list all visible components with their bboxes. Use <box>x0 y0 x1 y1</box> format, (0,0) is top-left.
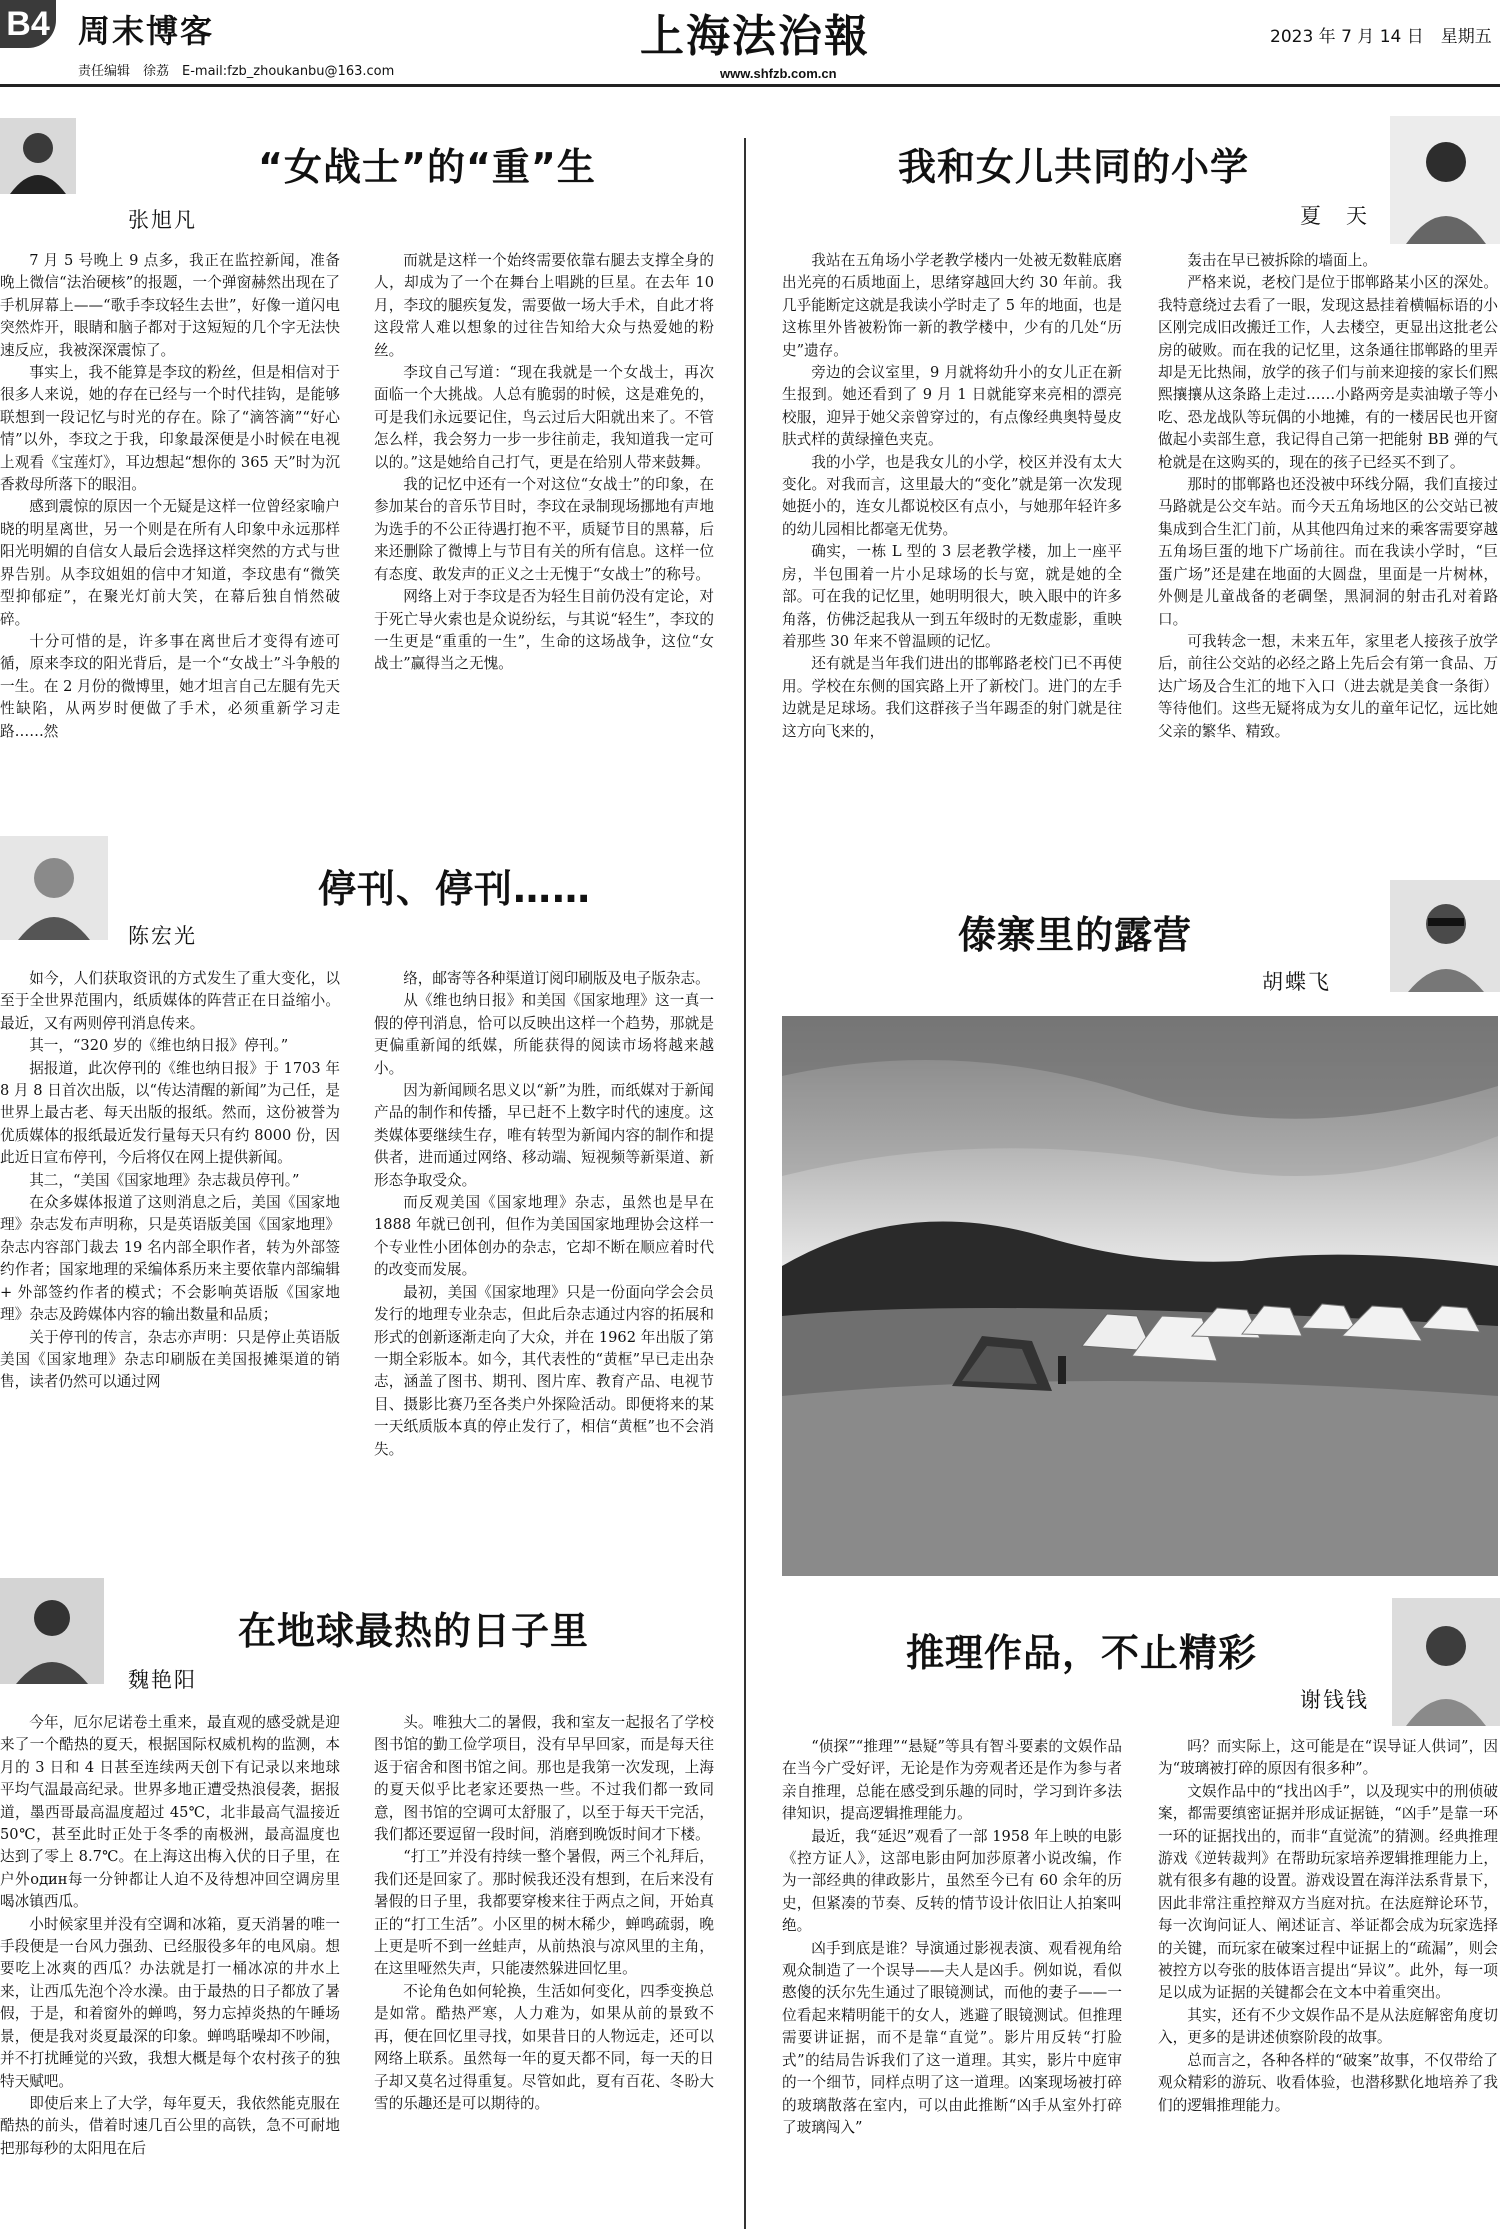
headline-a5: 傣寨里的露营 <box>958 913 1193 957</box>
paragraph: 凶手到底是谁？导演通过影视表演、观看视角给观众制造了一个误导——夫人是凶手。例如说，看似憨傻的沃尔先生通过了眼镜测试，而他的妻子——一位看起来精明能干的女人，逃避了眼镜测试。但推理需要讲证据，而不是靠“直觉”。影片用反转“打脸式”的结局告诉我们了这一道理。其实，影片中庭审的一个细节，同样点明了这一道理。凶案现场被打碎的玻璃散落在室内，可以由此推断“凶手从室外打碎了玻璃闯入” <box>782 1939 1122 2136</box>
paragraph: 总而言之，各种各样的“破案”故事，不仅带给了观众精彩的游玩、收看体验，也潜移默化地培养了我们的逻辑推理能力。 <box>1158 2051 1498 2114</box>
headline-a1: “女战士”的“重”生 <box>258 145 596 189</box>
paragraph: 旁边的会议室里，9 月就将幼升小的女儿正在新生报到。她还看到了 9 月 1 日就能穿来亮相的漂亮校服，迎异于她父亲曾穿过的，有点像经典奥特曼皮肤式样的黄绿撞色夹克。 <box>782 364 1122 449</box>
paragraph: 十分可惜的是，许多事在离世后才变得有迹可循，原来李玟的阳光背后，是一个“女战士”斗争般的一生。在 2 月份的微博里，她才坦言自己左腿有先天性缺陷，从两岁时便做了手术，必须重新学习走路……然 <box>0 632 340 740</box>
paragraph: 确实，一栋 L 型的 3 层老教学楼，加上一座平房，半包围着一片小足球场的长与宽，就是她的全部。可在我的记忆里，她明明很大，映入眼中的许多角落，仿佛泛起我从一到五年级时的无数虚影，重映着那些 30 年来不曾温顾的记忆。 <box>782 543 1122 650</box>
paragraph: 还有就是当年我们进出的邯郸路老校门已不再使用。学校在东侧的国宾路上开了新校门。进门的左手边就是足球场。我们这群孩子当年踢歪的射门就是往这方向飞来的， <box>782 655 1122 740</box>
headline-a4: 我和女儿共同的小学 <box>898 145 1250 189</box>
editor-credit: 责任编辑 徐荔 E-mail:fzb_zhoukanbu@163.com <box>78 64 395 79</box>
masthead-rule <box>0 84 1500 87</box>
paragraph: 而就是这样一个始终需要依靠右腿去支撑全身的人，却成为了一个在舞台上唱跳的巨星。在去年 10 月，李玟的腿疾复发，需要做一场大手术，自此才将这段常人难以想象的过往告知给大众与热爱她的粉丝。 <box>374 252 714 359</box>
paragraph: 如今，人们获取资讯的方式发生了重大变化，以至于全世界范围内，纸质媒体的阵营正在日益缩小。最近，又有两则停刊消息传来。 <box>0 970 340 1032</box>
paragraph: 严格来说，老校门是位于邯郸路某小区的深处。我特意绕过去看了一眼，发现这悬挂着横幅标语的小区刚完成旧改搬迁工作，人去楼空，更显出这批老公房的破败。而在我的记忆里，这条通往邯郸路的里弄却是无比热闹，放学的孩子们与前来迎接的家长们熙熙攘攘从这条路上走过……小路两旁是卖油墩子等小吃、恐龙战队等玩偶的小地摊，有的一楼居民也开窗做起小卖部生意，我记得自己第一把能射 BB 弹的气枪就是在这购买的，现在的孩子已经买不到了。 <box>1158 274 1498 471</box>
paragraph: 小时候家里并没有空调和冰箱，夏天消暑的唯一手段便是一台风力强劲、已经服役多年的电风扇。想要吃上冰爽的西瓜？办法就是打一桶冰凉的井水上来，让西瓜先泡个冷水澡。由于最热的日子都放了暑假，于是，和着窗外的蝉鸣，努力忘掉炎热的午睡场景，便是我对炎夏最深的印象。蝉鸣聒噪却不吵闹，并不打扰睡觉的兴致，我想大概是每个农村孩子的独特天赋吧。 <box>0 1915 340 2090</box>
page-number-badge: B4 <box>0 0 56 48</box>
article-a6-col1 <box>782 1736 1122 2226</box>
paragraph: “侦探”“推理”“悬疑”等具有智斗要素的文娱作品在当今广受好评，无论是作为旁观者还是作为参与者亲自推理，总能在感受到乐趣的同时，学习到许多法律知识，提高逻辑推理能力。 <box>782 1738 1122 1823</box>
paragraph: 而反观美国《国家地理》杂志，虽然也是早在 1888 年就已创刊，但作为美国国家地理协会这样一个专业性小团体创办的杂志，它却不断在顺应着时代的改变而发展。 <box>374 1194 714 1279</box>
author-photo-chen <box>0 836 108 940</box>
issue-date: 2023 年 7 月 14 日 星期五 <box>1270 27 1492 47</box>
author-a6: 谢钱钱 <box>1300 1688 1369 1712</box>
article-a4-col2 <box>1158 250 1498 854</box>
author-a1: 张旭凡 <box>128 208 197 232</box>
site-url[interactable]: www.shfzb.com.cn <box>720 66 837 81</box>
author-a2: 陈宏光 <box>128 924 197 948</box>
article-a4-col1 <box>782 250 1122 854</box>
paragraph: 感到震惊的原因一个无疑是这样一位曾经家喻户晓的明星离世，另一个则是在所有人印象中永远那样阳光明媚的自信女人最后会选择这样突然的方式与世界告别。从李玟姐姐的信中才知道，李玟患有“微笑型抑郁症”，在聚光灯前大笑，在幕后独自悄然破碎。 <box>0 498 340 628</box>
author-photo-wei <box>0 1578 104 1684</box>
paragraph: 从《维也纳日报》和美国《国家地理》这一真一假的停刊消息，恰可以反映出这样一个趋势，那就是更偏重新闻的纸媒，所能获得的阅读市场将越来越小。 <box>374 992 714 1077</box>
headline-a6: 推理作品，不止精彩 <box>906 1631 1258 1675</box>
paragraph: 在众多媒体报道了这则消息之后，美国《国家地理》杂志发布声明称，只是英语版美国《国家地理》杂志内容部门裁去 19 名内部全职作者，转为外部签约作者；国家地理的采编体系历来主要依靠内部编辑 + 外部签约作者的模式；不会影响英语版《国家地理》杂志及跨媒体内容的输出数量和品质； <box>0 1194 340 1324</box>
paragraph: 事实上，我不能算是李玟的粉丝，但是相信对于很多人来说，她的存在已经与一个时代挂钩，是能够联想到一段记忆与时光的存在。除了“滴答滴”“好心情”以外，李玟之于我，印象最深便是小时候在电视上观看《宝莲灯》，耳边想起“想你的 365 天”时为沉香救母所落下的眼泪。 <box>0 364 340 494</box>
paragraph: 李玟自己写道：“现在我就是一个女战士，再次面临一个大挑战。人总有脆弱的时候，这是难免的，可是我们永远要记住，鸟云过后大阳就出来了。不管怎么样，我会努力一步一步往前走，我知道我一定可以的。”这是她给自己打气，更是在给别人带来鼓舞。 <box>374 364 714 471</box>
paragraph: 我的小学，也是我女儿的小学，校区并没有太大变化。对我而言，这里最大的“变化”就是第一次发现她挺小的，连女儿都说校区有点小，与她那年轻许多的幼儿园相比都毫无优势。 <box>782 453 1122 538</box>
article-a2-col2 <box>374 968 714 1552</box>
paragraph: 头。唯独大二的暑假，我和室友一起报名了学校图书馆的勤工俭学项目，没有早早回家，而是每天往返于宿舍和图书馆之间。那也是我第一次发现，上海的夏天似乎比老家还要热一些。不过我们都一致同意，图书馆的空调可太舒服了，以至于每天干完活，我们都还要逗留一段时间，消磨到晚饭时间才下楼。 <box>374 1714 714 1844</box>
author-a5: 胡蝶飞 <box>1262 970 1331 994</box>
article-a2-col1 <box>0 968 340 1552</box>
headline-a3: 在地球最热的日子里 <box>238 1609 590 1653</box>
paragraph: 今年，厄尔尼诺卷土重来，最直观的感受就是迎来了一个酷热的夏天，根据国际权威机构的监测，本月的 3 日和 4 日甚至连续两天创下有记录以来地球平均气温最高纪录。世界多地正遭受热浪侵袭，据报道，墨西哥最高温度超过 45℃，北非最高气温接近 50℃，甚至此时正处于冬季的南极洲，最高温度也达到了零上 8.7℃。在上海这出梅入伏的日子里，在户外один每一分钟都让人迫不及待想冲回空调房里喝冰镇西瓜。 <box>0 1714 340 1911</box>
author-photo-zhang <box>0 118 76 194</box>
paragraph: 即使后来上了大学，每年夏天，我依然能克服在酷热的前头，借着时速几百公里的高铁，急不可耐地把那每秒的太阳甩在后 <box>0 2094 340 2157</box>
article-a1-col1 <box>0 250 340 810</box>
paragraph: 因为新闻顾名思义以“新”为胜，而纸媒对于新闻产品的制作和传播，早已赶不上数字时代的速度。这类媒体要继续生存，唯有转型为新闻内容的制作和提供者，进而通过网络、移动端、短视频等新渠道、新形态争取受众。 <box>374 1082 714 1189</box>
paragraph: 我站在五角场小学老教学楼内一处被无数鞋底磨出光亮的石质地面上，思绪穿越回大约 30 年前。我几乎能断定这就是我读小学时走了 5 年的地面，也是这栋里外皆被粉饰一新的教学楼中，少有的几处“历史”遗存。 <box>782 252 1122 359</box>
headline-a2: 停刊、停刊…… <box>318 867 592 911</box>
paragraph: 据报道，此次停刊的《维也纳日报》于 1703 年 8 月 8 日首次出版，以“传达清醒的新闻”为己任，是世界上最古老、每天出版的报纸。然而，这份被誉为优质媒体的报纸最近发行量每天只有约 8000 份，因此近日宣布停刊，今后将仅在网上提供新闻。 <box>0 1059 340 1167</box>
paragraph: 其实，还有不少文娱作品不是从法庭解密角度切入，更多的是讲述侦察阶段的故事。 <box>1158 2006 1498 2047</box>
paragraph: 吗？而实际上，这可能是在“误导证人供词”，因为“玻璃被打碎的原因有很多种”。 <box>1158 1738 1498 1778</box>
author-a4: 夏 天 <box>1300 204 1369 228</box>
article-a6-col2 <box>1158 1736 1498 2226</box>
paragraph: 我的记忆中还有一个对这位“女战士”的印象，在参加某台的音乐节目时，李玟在录制现场挪地有声地为选手的不公正待遇打抱不平，质疑节目的黑幕，后来还删除了微博上与节目有关的所有信息。这样一位有态度、敢发声的正义之士无愧于“女战士”的称号。 <box>374 476 714 583</box>
paragraph: 关于停刊的传言，杂志亦声明：只是停止英语版美国《国家地理》杂志印刷版在美国报摊渠道的销售，读者仍然可以通过网 <box>0 1328 340 1391</box>
paragraph: 7 月 5 号晚上 9 点多，我正在监控新闻，准备晚上微信“法治硬核”的报题，一个弹窗赫然出现在了手机屏幕上——“歌手李玟轻生去世”，好像一道闪电突然炸开，眼睛和脑子都对于这短短的几个字无法快速反应，我被深深震惊了。 <box>0 252 340 359</box>
paragraph: 其二，“美国《国家地理》杂志裁员停刊。” <box>29 1171 300 1189</box>
paragraph: 最初，美国《国家地理》只是一份面向学会会员发行的地理专业杂志，但此后杂志通过内容的拓展和形式的创新逐渐走向了大众，并在 1962 年出版了第一期全彩版本。如今，其代表性的“黄框”早已走出杂志，涵盖了图书、期刊、图片库、教育产品、电视节目、摄影比赛乃至各类户外探险活动。即便将来的某一天纸质版本真的停止发行了，相信“黄框”也不会消失。 <box>374 1283 714 1458</box>
paragraph: 网络上对于李玟是否为轻生目前仍没有定论，对于死亡导火索也是众说纷纭，与其说“轻生”，李玟的一生更是“重重的一生”，生命的这场战争，这位“女战士”赢得当之无愧。 <box>374 588 714 673</box>
author-a3: 魏艳阳 <box>128 1668 197 1692</box>
paragraph: “打工”并没有持续一整个暑假，两三个礼拜后，我们还是回家了。那时候我还没有想到，在后来没有暑假的日子里，我都要穿梭来往于两点之间，开始真正的“打工生活”。小区里的树木稀少，蝉鸣疏弱，晚上更是听不到一丝蛙声，从前热浪与凉风里的主角，在这里哑然失声，只能凄然躲进回忆里。 <box>374 1848 714 1978</box>
paragraph: 那时的邯郸路也还没被中环线分隔，我们直接过马路就是公交车站。而今天五角场地区的公交站已被集成到合生汇门前，从其他四角过来的乘客需要穿越五角场巨蛋的地下广场前往。而在我读小学时，“巨蛋广场”还是建在地面的大圆盘，里面是一片树林，外侧是儿童战备的老碉堡，黑洞洞的射击孔对着路口。 <box>1158 476 1498 628</box>
article-a3-col2 <box>374 1712 714 2224</box>
paragraph: 络，邮寄等各种渠道订阅印刷版及电子版杂志。 <box>403 970 710 987</box>
author-photo-xie <box>1392 1598 1500 1726</box>
column-divider <box>744 138 746 2229</box>
article-a1-col2 <box>374 250 714 810</box>
author-photo-xia <box>1390 116 1500 244</box>
section-title: 周末博客 <box>78 12 215 50</box>
paragraph: 不论角色如何轮换，生活如何变化，四季变换总是如常。酷热严寒，人力难为，如果从前的景致不再，便在回忆里寻找，如果昔日的人物远走，还可以网络上联系。虽然每一年的夏天都不同，每一天的日子却又莫名过得重复。尽管如此，夏有百花、冬盼大雪的乐趣还是可以期待的。 <box>374 1982 714 2112</box>
paragraph: 其一，“320 岁的《维也纳日报》停刊。” <box>29 1037 289 1055</box>
author-photo-hu <box>1390 880 1500 992</box>
camping-photo <box>782 1016 1498 1576</box>
paragraph: 可我转念一想，未来五年，家里老人接孩子放学后，前往公交站的必经之路上先后会有第一食品、万达广场及合生汇的地下入口（进去就是美食一条街）等待他们。这些无疑将成为女儿的童年记忆，远比她父亲的繁华、精致。 <box>1158 632 1498 740</box>
newspaper-logo: 上海法治報 <box>640 11 870 62</box>
article-a3-col1 <box>0 1712 340 2224</box>
paragraph: 最近，我“延迟”观看了一部 1958 年上映的电影《控方证人》，这部电影由阿加莎原著小说改编，作为一部经典的律政影片，虽然至今已有 60 余年的历史，但紧凑的节奏、反转的情节设计依旧让人拍案叫绝。 <box>782 1827 1122 1935</box>
paragraph: 轰击在早已被拆除的墙面上。 <box>1187 252 1377 269</box>
paragraph: 文娱作品中的“找出凶手”，以及现实中的刑侦破案，都需要缜密证据并形成证据链，“凶手”是靠一环一环的证据找出的，而非“直觉流”的猜测。经典推理游戏《逆转裁判》在帮助玩家培养逻辑推理能力上，就有很多有趣的设置。游戏设置在海洋法系背景下，因此非常注重控辩双方当庭对抗。在法庭辩论环节，每一次询问证人、阐述证言、举证都会成为玩家选择的关键，而玩家在破案过程中证据上的“疏漏”，则会被控方以夸张的肢体语言提出“异议”。此外，每一项足以成为证据的关键都会在文本中着重突出。 <box>1158 1782 1498 2002</box>
